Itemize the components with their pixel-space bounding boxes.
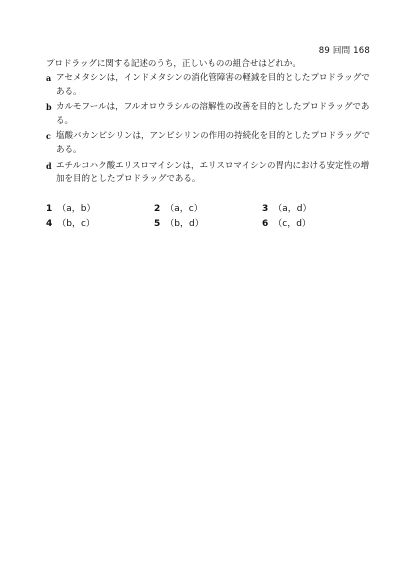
answer-choice-5: [154, 217, 262, 232]
statement-c: [46, 130, 376, 157]
answer-choice-1: [46, 202, 154, 217]
choice-number: 2: [154, 204, 161, 214]
choice-label: （a，d）: [273, 204, 312, 214]
question-stem: プロドラッグに関する記述のうち，正しいものの組合せはどれか。: [46, 59, 301, 69]
statement-b: [46, 101, 376, 128]
choice-number: 3: [262, 204, 269, 214]
question-number: 89 回問 168: [318, 46, 370, 56]
choice-label: （c，d）: [273, 219, 311, 229]
statement-d: [46, 160, 376, 187]
answer-choice-2: [154, 202, 262, 217]
choice-number: 5: [154, 219, 161, 229]
statement-list: [46, 72, 376, 189]
choice-number: 1: [46, 204, 53, 214]
answer-choice-4: [46, 217, 154, 232]
statement-mark: c: [46, 131, 51, 142]
answer-choice-6: [262, 217, 370, 232]
statement-text: アセメタシンは，インドメタシンの消化管障害の軽減を目的としたプロドラッグである。: [56, 73, 370, 97]
statement-mark: a: [46, 73, 52, 83]
statement-text: カルモフールは，フルオロウラシルの溶解性の改善を目的としたプロドラッグである。: [56, 102, 370, 126]
choice-label: （b，c）: [57, 219, 95, 229]
choice-row: [46, 202, 376, 217]
statement-mark: d: [46, 160, 52, 171]
choice-number: 4: [46, 219, 53, 229]
statement-mark: b: [46, 102, 52, 113]
choice-number: 6: [262, 219, 269, 229]
answer-choice-3: [262, 202, 370, 217]
choice-label: （a，b）: [57, 204, 96, 214]
choice-label: （b，d）: [165, 219, 204, 229]
statement-a: [46, 72, 376, 99]
choice-row: [46, 217, 376, 232]
choice-label: （a，c）: [165, 204, 203, 214]
statement-text: エチルコハク酸エリスロマイシンは，エリスロマイシンの胃内における安定性の増加を目的としたプロドラッグである。: [56, 160, 369, 185]
statement-text: 塩酸バカンピシリンは，アンピシリンの作用の持続化を目的としたプロドラッグである。: [56, 131, 370, 155]
answer-choices: [46, 202, 376, 232]
